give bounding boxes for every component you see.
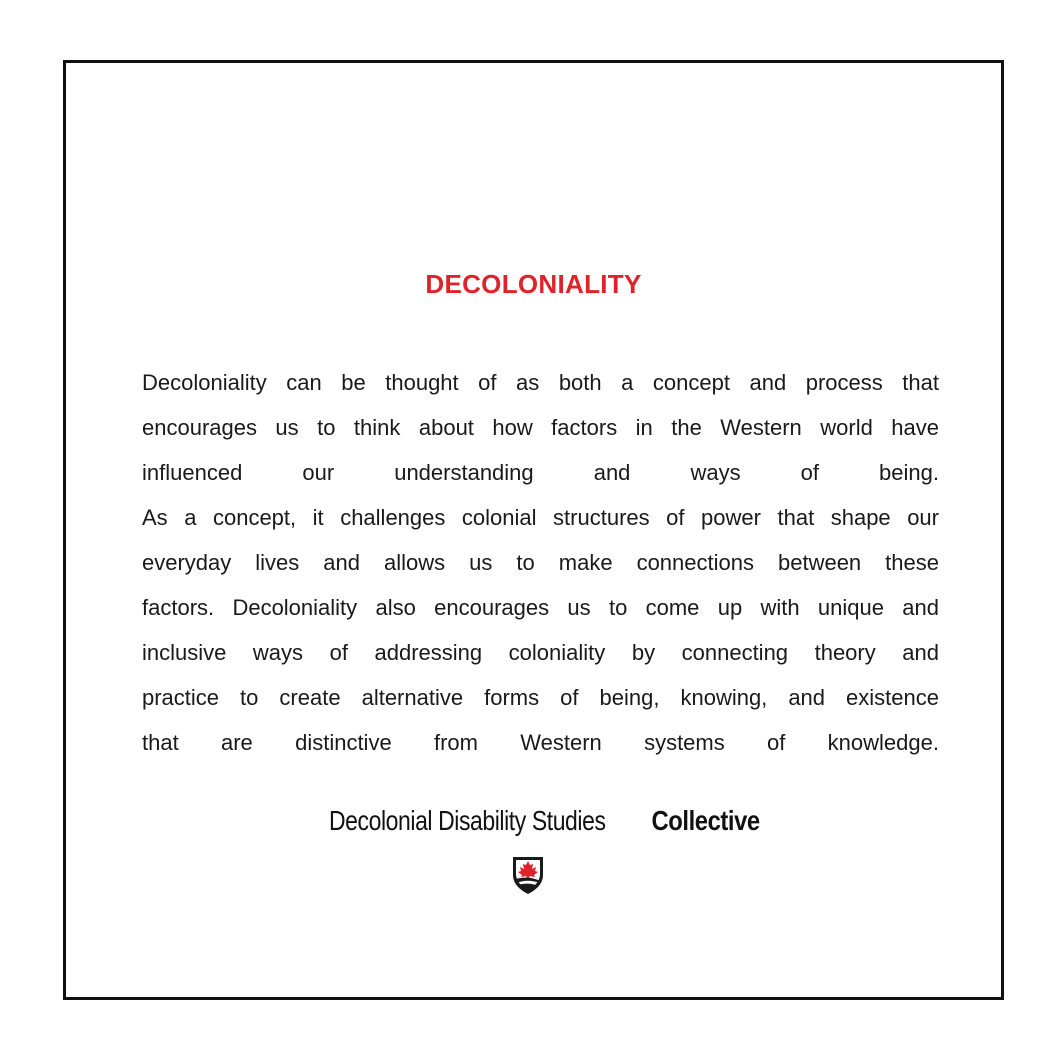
body-line: factors. Decoloniality also encourages us to come up with unique and [142, 595, 939, 620]
body-line: inclusive ways of addressing coloniality by connecting theory and [142, 640, 939, 665]
shield-maple-leaf-icon [510, 855, 546, 895]
page-title: DECOLONIALITY [425, 269, 642, 299]
body-paragraph [142, 360, 939, 765]
document-frame [63, 60, 1004, 1000]
body-line: encourages us to think about how factors in the Western world have [142, 415, 939, 440]
collective-wordmark [66, 805, 1001, 837]
body-line: everyday lives and allows us to make connections between these [142, 550, 939, 575]
body-line: As a concept, it challenges colonial structures of power that shape our [142, 505, 939, 530]
wordmark-bold-text: Collective [651, 805, 760, 836]
wordmark-light-text: Decolonial Disability Studies [328, 805, 612, 836]
body-line: practice to create alternative forms of being, knowing, and existence [142, 685, 939, 710]
body-line: that are distinctive from Western systems of knowledge. [142, 730, 939, 755]
body-line: influenced our understanding and ways of being. [142, 460, 939, 485]
body-line: Decoloniality can be thought of as both a concept and process that [142, 370, 939, 395]
